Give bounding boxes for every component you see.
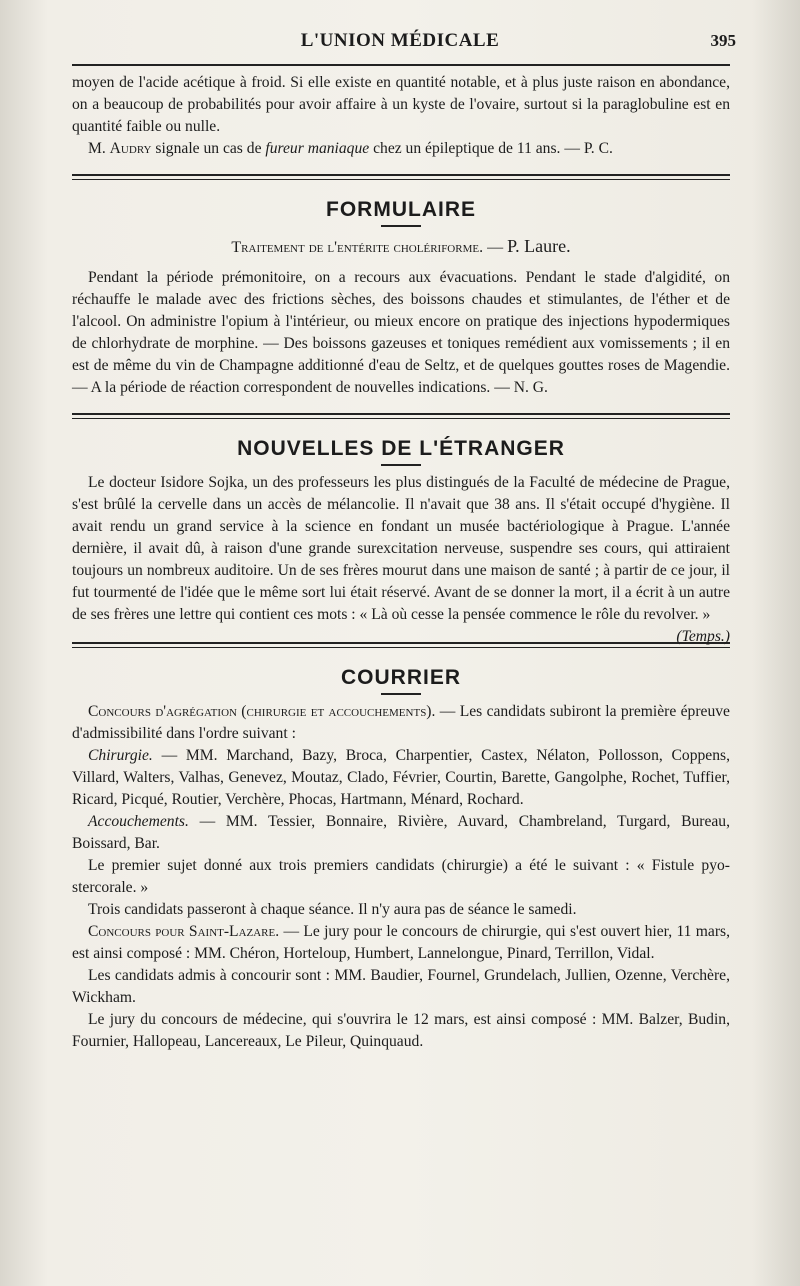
running-head <box>70 30 736 58</box>
courrier-label: Chirurgie. <box>88 747 153 764</box>
note-text-1: signale un cas de <box>151 140 266 157</box>
formulaire-subhead <box>72 235 730 259</box>
title-underline <box>381 225 421 227</box>
note-prefix: M. <box>88 140 110 157</box>
header-rule <box>72 64 730 66</box>
courrier-paragraph: Le premier sujet donné aux trois premiers candidats (chirurgie) a été le suivant : « Fistule pyo-stercorale. » <box>72 857 730 896</box>
subhead-author: P. Laure. <box>507 236 571 256</box>
courrier-text: — MM. Tessier, Bonnaire, Rivière, Auvard, Chambreland, Turgard, Bureau, Boissard, Bar. <box>72 813 730 852</box>
courrier-paragraph <box>72 921 730 965</box>
formulaire-body: Pendant la période prémonitoire, on a recours aux évacuations. Pendant le stade d'algidité, on réchauffe le malade avec des frictions sèches, des boissons chaudes et stimulantes, de l'éther et de l'alcool. On administre l'opium à l'intérieur, ou mieux encore on pratique des injections hypodermiques de chlorhydrate de morphine. — Des boissons gazeuses et toniques remédient aux vomissements ; il en est de même du vin de Champagne additionné d'eau de Seltz, et de quelques gouttes roses de Magendie. — A la période de réaction correspondent de nouvelles indications. — N. G. <box>72 269 730 396</box>
page-number: 395 <box>710 31 736 50</box>
note-name: Audry <box>109 140 152 157</box>
courrier-paragraph <box>72 811 730 855</box>
courrier-paragraph <box>72 701 730 745</box>
courrier-paragraph: Le jury du concours de médecine, qui s'ouvrira le 12 mars, est ainsi composé : MM. Balzer, Budin, Fournier, Hallopeau, Lancereaux, Le Pileur, Quinquaud. <box>72 1011 730 1050</box>
courrier-label: Accouchements. <box>88 813 189 830</box>
nouvelles-body <box>72 472 730 645</box>
section-divider <box>72 174 730 180</box>
section-divider <box>72 413 730 419</box>
audry-note <box>72 138 730 160</box>
courrier-paragraph: Les candidats admis à concourir sont : MM. Baudier, Fournel, Grundelach, Jullien, Ozenne, Verchère, Wickham. <box>72 967 730 1006</box>
courrier-text: — Les candidats subiront la première épreuve d'admissibilité dans l'ordre suivant : <box>72 703 730 742</box>
subhead-title: Traitement de l'entérite cholériforme. — <box>231 239 508 256</box>
note-text-2: chez un épileptique de 11 ans. — P. C. <box>369 140 613 157</box>
text-column <box>72 72 730 1053</box>
section-title-nouvelles: NOUVELLES DE L'ÉTRANGER <box>237 437 565 460</box>
opening-paragraph: moyen de l'acide acétique à froid. Si elle existe en quantité notable, et à plus juste raison en abondance, on a beaucoup de probabilités pour avoir affaire à un kyste de l'ovaire, surtout si la paraglobuline est en quantité faible ou nulle. <box>72 74 730 135</box>
nouvelles-text: Le docteur Isidore Sojka, un des professeurs les plus distingués de la Faculté de médecine de Prague, s'est brûlé la cervelle dans un accès de mélancolie. Il n'avait que 38 ans. Il s'était occupé d'hygiène. Il avait rendu un grand service à la science en fondant un musée bactériologique à Prague. L'année dernière, il avait dû, à raison d'une grande surexcitation nerveuse, suspendre ses cours, qui attiraient toujours un nombreux auditoire. Un de ses frères mourut dans une maison de santé ; à partir de ce jour, il fut tourmenté de l'idée que le même sort lui était réservé. Avant de se donner la mort, il a écrit à un autre de ses frères une lettre qui contient ces mots : « Là où cesse la pensée commence le rôle du revolver. » <box>72 474 730 623</box>
courrier-paragraph <box>72 745 730 811</box>
nouvelles-source: (Temps.) <box>676 628 730 645</box>
section-title-formulaire: FORMULAIRE <box>326 198 476 221</box>
courrier-text: — Le jury pour le concours de chirurgie, qui s'est ouvert hier, 11 mars, est ainsi composé : MM. Chéron, Horteloup, Humbert, Lannelongue, Pinard, Terrillon, Vidal. <box>72 923 730 962</box>
note-italic: fureur maniaque <box>265 140 370 157</box>
running-title: L'UNION MÉDICALE <box>300 30 500 51</box>
courrier-heading: Concours pour Saint-Lazare. <box>88 923 280 940</box>
courrier-paragraph: Trois candidats passeront à chaque séance. Il n'y aura pas de séance le samedi. <box>88 901 577 918</box>
courrier-text: — MM. Marchand, Bazy, Broca, Charpentier, Castex, Nélaton, Pollosson, Coppens, Villard, Walters, Valhas, Genevez, Moutaz, Clado, Février, Courtin, Barette, Gangolphe, Rochet, Tuffier, Ricard, Picqué, Routier, Verchère, Phocas, Hartmann, Ménard, Rochard. <box>72 747 730 808</box>
section-divider <box>72 642 730 648</box>
section-title-courrier: COURRIER <box>340 666 461 689</box>
courrier-heading: Concours d'agrégation (chirurgie et accouchements). <box>88 703 436 720</box>
